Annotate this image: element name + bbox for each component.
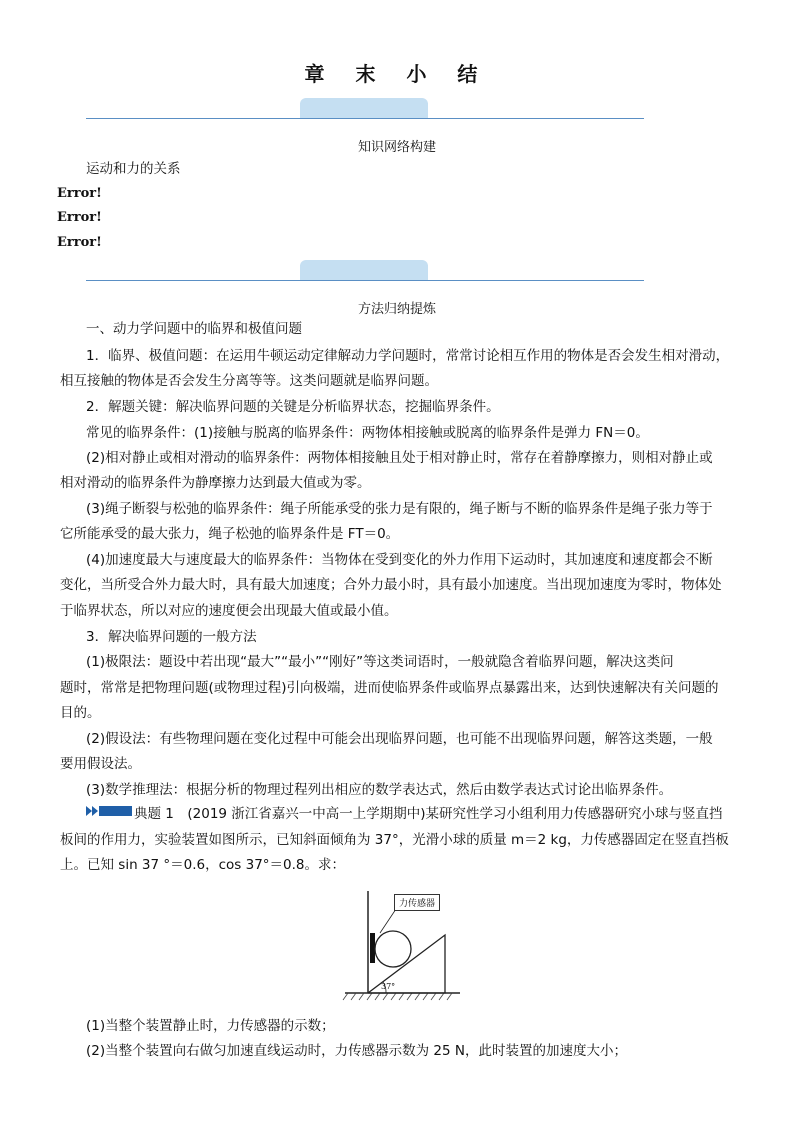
body-line: 题时，常常是把物理问题(或物理过程)引向极端，进而使临界条件或临界点暴露出来，达到快速解决有关问题的	[60, 680, 719, 696]
section-divider	[86, 118, 644, 119]
subheading: 一、动力学问题中的临界和极值问题	[86, 321, 302, 337]
section-banner	[300, 98, 428, 118]
example-line: 上。已知 sin 37 °＝0.6，cos 37°＝0.8。求：	[60, 857, 346, 873]
body-line: (2)相对静止或相对滑动的临界条件：两物体相接触且处于相对静止时，常存在着静摩擦力，则相对静止或	[86, 450, 713, 466]
body-line: (3)绳子断裂与松弛的临界条件：绳子所能承受的张力是有限的，绳子断与不断的临界条件是绳子张力等于	[86, 501, 713, 517]
topic-text: 运动和力的关系	[86, 161, 181, 177]
section-divider	[86, 280, 644, 281]
body-line: 1．临界、极值问题：在运用牛顿运动定律解动力学问题时，常常讨论相互作用的物体是否会发生相对滑动，	[86, 348, 730, 364]
error-text: Error!	[57, 210, 102, 225]
page-title: 章 末 小 结	[304, 62, 490, 86]
question-line: (1)当整个装置静止时，力传感器的示数；	[86, 1018, 335, 1034]
error-text: Error!	[57, 186, 102, 201]
question-line: (2)当整个装置向右做匀加速直线运动时，力传感器示数为 25 N，此时装置的加速度大小；	[86, 1043, 627, 1059]
section-heading-knowledge: 知识网络构建	[357, 140, 436, 155]
angle-label: 37°	[381, 982, 396, 991]
sensor-label: 力传感器	[394, 894, 440, 911]
body-line: 2．解题关键：解决临界问题的关键是分析临界状态，挖掘临界条件。	[86, 399, 500, 415]
body-line: 相对滑动的临界条件为静摩擦力达到最大值或为零。	[60, 475, 371, 491]
body-line: 常见的临界条件：(1)接触与脱离的临界条件：两物体相接触或脱离的临界条件是弹力 FN＝0。	[86, 425, 649, 441]
body-line: 要用假设法。	[60, 756, 141, 772]
section-heading-methods: 方法归纳提炼	[357, 302, 436, 317]
body-line: (3)数学推理法：根据分析的物理过程列出相应的数学表达式，然后由数学表达式讨论出临界条件。	[86, 782, 673, 798]
body-line: (1)极限法：题设中若出现“最大”“最小”“刚好”等这类词语时，一般就隐含着临界问题，解决这类问	[86, 654, 674, 670]
body-line: 相互接触的物体是否会发生分离等等。这类问题就是临界问题。	[60, 373, 438, 389]
error-text: Error!	[57, 235, 102, 250]
body-line: 3．解决临界问题的一般方法	[86, 629, 257, 645]
body-line: 目的。	[60, 705, 101, 721]
example-line: 典题 1 (2019 浙江省嘉兴一中高一上学期期中)某研究性学习小组利用力传感器研究小球与竖直挡	[134, 806, 723, 822]
example-marker-icon	[86, 805, 132, 817]
body-line: (4)加速度最大与速度最大的临界条件：当物体在受到变化的外力作用下运动时，其加速度和速度都会不断	[86, 552, 713, 568]
example-line: 板间的作用力，实验装置如图所示，已知斜面倾角为 37°，光滑小球的质量 m＝2 kg，力传感器固定在竖直挡板	[60, 832, 729, 848]
body-line: (2)假设法：有些物理问题在变化过程中可能会出现临界问题，也可能不出现临界问题，解答这类题，一般	[86, 731, 713, 747]
body-line: 于临界状态，所以对应的速度便会出现最大值或最小值。	[60, 603, 398, 619]
section-banner	[300, 260, 428, 280]
body-line: 变化，当所受合外力最大时，具有最大加速度；合外力最小时，具有最小加速度。当出现加速度为零时，物体处	[60, 577, 722, 593]
body-line: 它所能承受的最大张力，绳子松弛的临界条件是 FT＝0。	[60, 526, 400, 542]
